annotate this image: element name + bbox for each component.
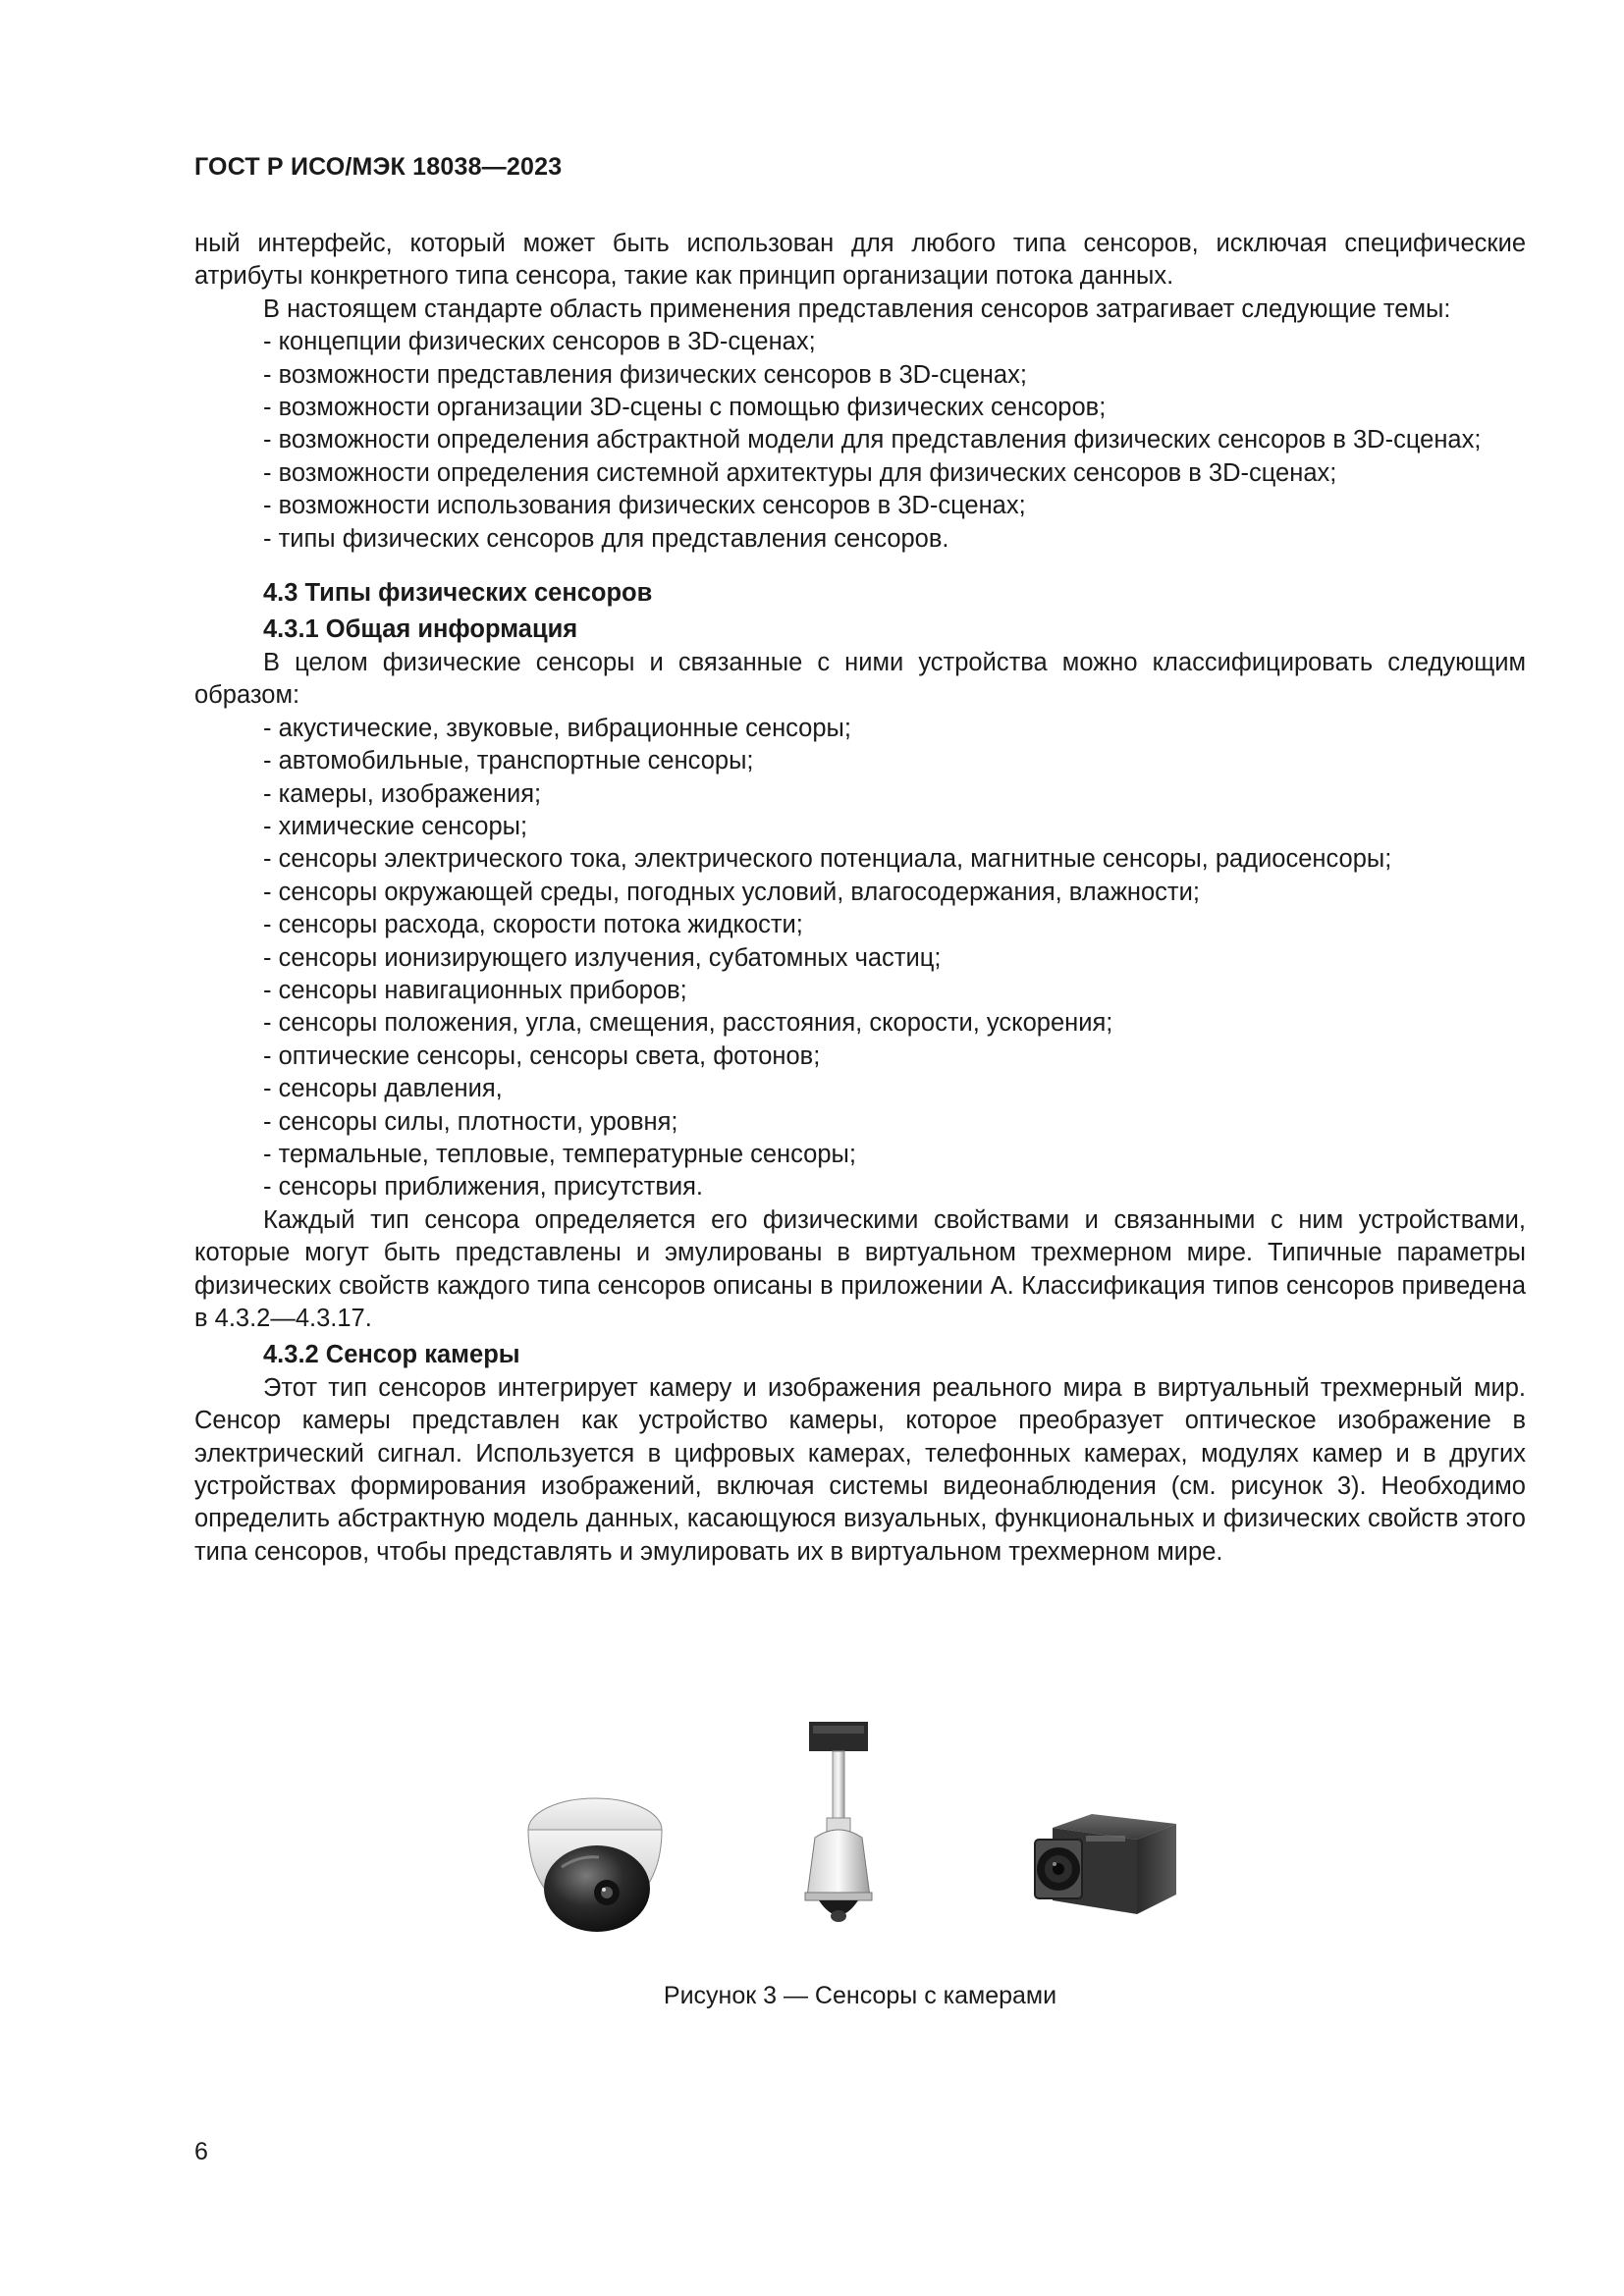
- list-item: - типы физических сенсоров для представления сенсоров.: [263, 524, 949, 553]
- list-item: - термальные, тепловые, температурные сенсоры;: [263, 1140, 856, 1168]
- list-item: - возможности представления физических сенсоров в 3D-сценах;: [263, 360, 1027, 389]
- list-item: - сенсоры ионизирующего излучения, субатомных частиц;: [263, 943, 942, 972]
- paragraph-classification: В целом физические сенсоры и связанные с ними устройства можно классифицировать следующим образом:: [194, 648, 1526, 710]
- list-item: - сенсоры давления,: [263, 1075, 503, 1103]
- list-item: - химические сенсоры;: [263, 812, 528, 840]
- list-item: - возможности определения системной архитектуры для физических сенсоров в 3D-сценах;: [263, 458, 1337, 487]
- dome-camera-icon: [522, 1790, 676, 1944]
- list-item: - сенсоры силы, плотности, уровня;: [263, 1107, 678, 1136]
- list-item: - камеры, изображения;: [263, 779, 542, 808]
- list-item: - оптические сенсоры, сенсоры света, фотонов;: [263, 1041, 821, 1070]
- list-item: - сенсоры положения, угла, смещения, расстояния, скорости, ускорения;: [263, 1009, 1113, 1038]
- list-item: - сенсоры навигационных приборов;: [263, 976, 687, 1004]
- pendant-dome-camera-icon: [795, 1720, 893, 1936]
- list-item: - возможности организации 3D-сцены с помощью физических сенсоров;: [263, 394, 1107, 422]
- paragraph-continuation: ный интерфейс, который может быть использован для любого типа сенсоров, исключая специфические атрибуты конкретного типа сенсора, такие как принцип организации потока данных.: [194, 230, 1526, 291]
- list-item: - возможности определения абстрактной модели для представления физических сенсоров в 3D-сценах;: [263, 426, 1482, 454]
- document-header: ГОСТ Р ИСО/МЭК 18038—2023: [194, 153, 563, 181]
- paragraph-scope: В настоящем стандарте область применения представления сенсоров затрагивает следующие темы:: [263, 294, 1451, 323]
- section-heading-4-3: 4.3 Типы физических сенсоров: [263, 579, 653, 608]
- list-item: - сенсоры окружающей среды, погодных условий, влагосодержания, влажности;: [263, 878, 1200, 906]
- list-item: - сенсоры расхода, скорости потока жидкости;: [263, 911, 803, 939]
- list-item: - акустические, звуковые, вибрационные сенсоры;: [263, 714, 851, 742]
- list-item: - сенсоры приближения, присутствия.: [263, 1173, 704, 1201]
- page-number: 6: [194, 2138, 208, 2165]
- list-item: - концепции физических сенсоров в 3D-сценах;: [263, 328, 816, 356]
- figure-3: [194, 1720, 1526, 1946]
- list-item: - возможности использования физических сенсоров в 3D-сценах;: [263, 492, 1026, 520]
- list-item: - сенсоры электрического тока, электрического потенциала, магнитные сенсоры, радиосенсоры;: [263, 845, 1392, 874]
- section-heading-4-3-2: 4.3.2 Сенсор камеры: [263, 1341, 520, 1369]
- box-camera-icon: [1033, 1812, 1180, 1922]
- figure-caption: Рисунок 3 — Сенсоры с камерами: [663, 1982, 1057, 2009]
- paragraph-camera-sensor: Этот тип сенсоров интегрирует камеру и изображения реального мира в виртуальный трехмерный мир. Сенсор камеры представлен как устройство камеры, которое преобразует оптическое изображение в электрический сигнал. Используется в цифровых камерах, телефонных камерах, модулях камер и в других устройствах формирования изображений, включая системы видеонаблюдения (см. рисунок 3). Необходимо определить абстрактную модель данных, касающуюся визуальных, функциональных и физических свойств этого типа сенсоров, чтобы представлять и эмулировать их в виртуальном трехмерном мире.: [194, 1373, 1526, 1566]
- body-text: [194, 228, 1526, 1569]
- list-item: - автомобильные, транспортные сенсоры;: [263, 747, 754, 775]
- paragraph-sensor-types: Каждый тип сенсора определяется его физическими свойствами и связанными с ним устройствами, которые могут быть представлены и эмулированы в виртуальном трехмерном мире. Типичные параметры физических свойств каждого типа сенсоров описаны в приложении А. Классификация типов сенсоров приведена в 4.3.2—4.3.17.: [194, 1205, 1526, 1332]
- section-heading-4-3-1: 4.3.1 Общая информация: [263, 615, 578, 644]
